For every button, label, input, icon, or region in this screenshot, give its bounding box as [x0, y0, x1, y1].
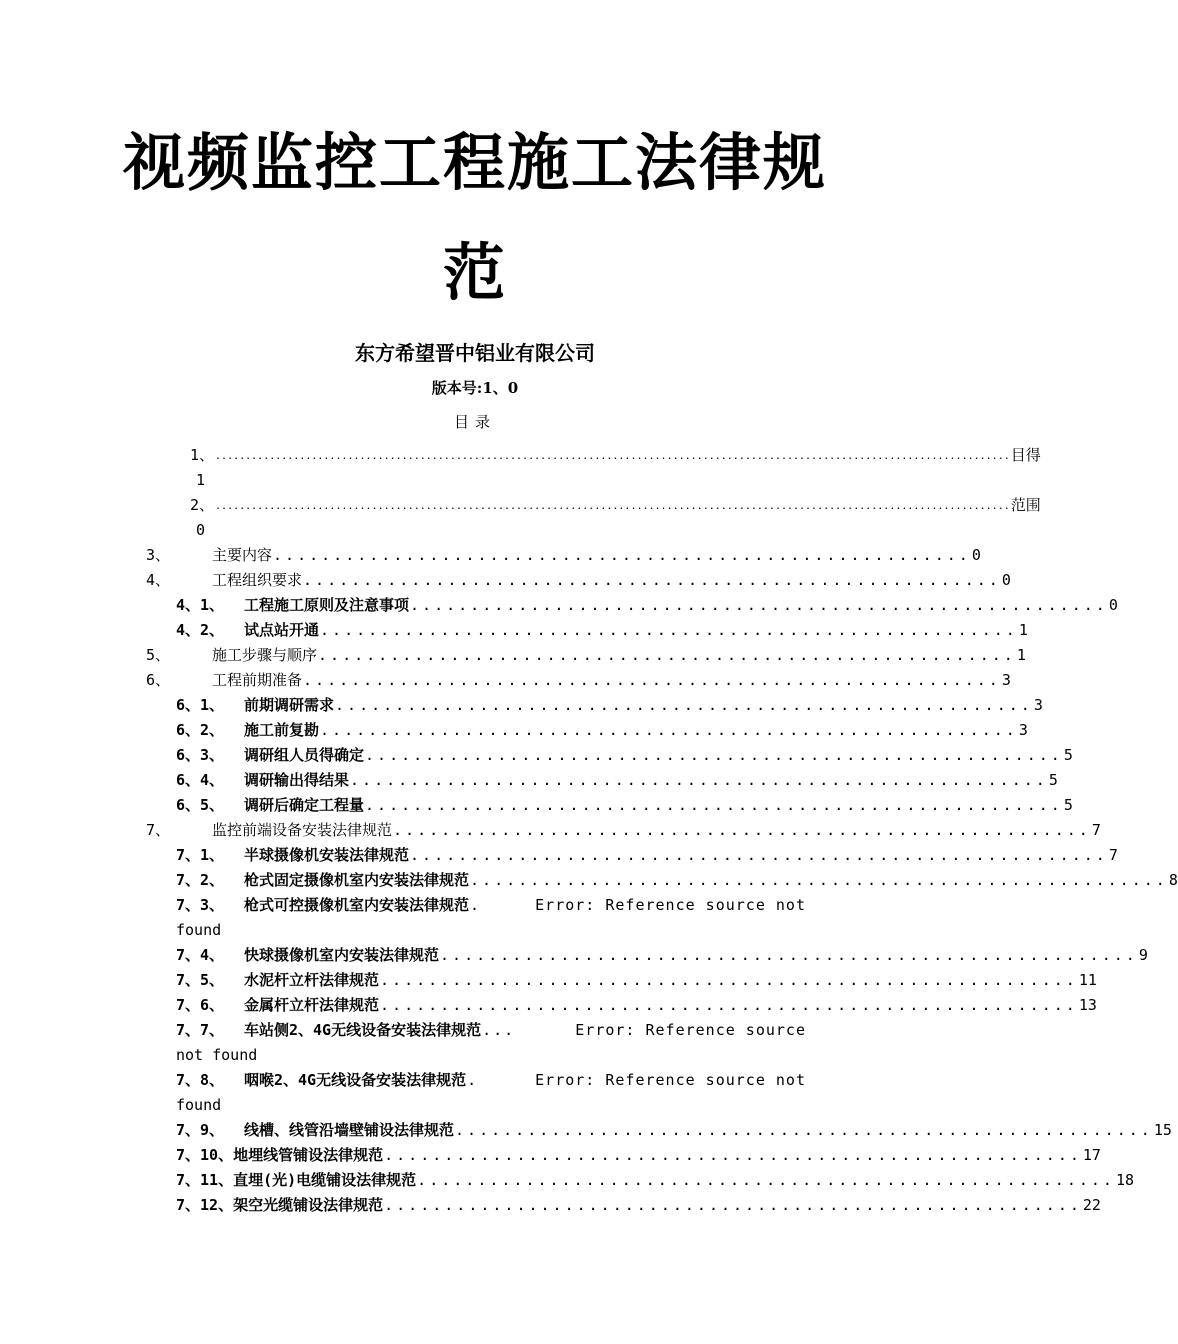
toc-entry-title: 地埋线管铺设法律规范	[233, 1146, 384, 1164]
toc-entry-error: Error: Reference source not	[535, 1071, 806, 1089]
toc-entry-number: 7、5、	[176, 971, 225, 989]
toc-entry-leader: ..........................................................	[303, 671, 1001, 689]
toc-entry-number: 6、2、	[176, 721, 225, 739]
toc-entry[interactable]	[176, 994, 1097, 1016]
toc-entry-page: 1	[1016, 646, 1026, 664]
toc-entry-leader: ..........................................................	[303, 571, 1001, 589]
toc-entry-title: 前期调研需求	[244, 696, 335, 714]
toc-entry-number: 2、	[190, 496, 215, 514]
toc-entry-page: 8	[1168, 871, 1178, 889]
toc-entry-page: 3	[1018, 721, 1028, 739]
toc-entry-title: 调研输出得结果	[244, 771, 350, 789]
toc-entry-title: 工程前期准备	[212, 671, 303, 689]
toc-entry[interactable]	[176, 1119, 1172, 1141]
toc-entry-page: 0	[1108, 596, 1118, 614]
toc-entry-error: Error: Reference source not	[535, 896, 806, 914]
toc-entry-number: 4、1、	[176, 596, 225, 614]
toc-entry-number: 6、1、	[176, 696, 225, 714]
toc-entry-page: 17	[1082, 1146, 1101, 1164]
toc-entry-page: 目得	[1010, 446, 1041, 464]
document-title-line2: 范	[442, 236, 507, 309]
toc-entry-leader: .	[467, 1071, 477, 1089]
toc-entry-number: 6、3、	[176, 746, 225, 764]
toc-entry-leader: ..........................................................	[318, 646, 1016, 664]
toc-entry[interactable]	[176, 744, 1073, 766]
toc-entry-number: 6、5、	[176, 796, 225, 814]
toc-entry[interactable]	[190, 494, 1041, 516]
toc-entry-number: 3、	[146, 546, 171, 564]
toc-entry[interactable]	[146, 569, 1011, 591]
toc-entry[interactable]	[176, 894, 806, 916]
toc-entry[interactable]	[176, 1069, 806, 1091]
toc-entry-leader: ..........................................................	[320, 721, 1018, 739]
toc-entry-leader: ..........................................................	[320, 621, 1018, 639]
toc-entry[interactable]	[176, 869, 1178, 891]
toc-entry-number: 7、9、	[176, 1121, 225, 1139]
toc-entry-leader: ..........................................................	[417, 1171, 1115, 1189]
toc-entry[interactable]	[176, 1169, 1135, 1191]
toc-entry-title: 快球摄像机室内安装法律规范	[244, 946, 440, 964]
toc-entry-title: 架空光缆铺设法律规范	[233, 1196, 384, 1214]
toc-entry-page: 15	[1153, 1121, 1172, 1139]
toc-entry-title: 半球摄像机安装法律规范	[244, 846, 410, 864]
toc-entry-title: 车站侧2、4G无线设备安装法律规范	[244, 1021, 482, 1039]
toc-entry-continuation: 0	[196, 521, 206, 539]
toc-entry-title: 主要内容	[212, 546, 273, 564]
toc-entry[interactable]	[176, 769, 1058, 791]
toc-entry[interactable]	[176, 944, 1148, 966]
toc-entry[interactable]	[146, 669, 1011, 691]
toc-entry-page: 范围	[1010, 496, 1041, 514]
toc-entry-page: 9	[1138, 946, 1148, 964]
toc-entry-number: 7、1、	[176, 846, 225, 864]
toc-entry-number: 7、6、	[176, 996, 225, 1014]
toc-entry-leader: ..........................................................	[273, 546, 971, 564]
toc-entry[interactable]	[176, 1194, 1101, 1216]
toc-entry[interactable]	[176, 1144, 1101, 1166]
toc-entry[interactable]	[176, 969, 1097, 991]
toc-entry-leader: ....................................................................................................................................	[215, 501, 1010, 512]
toc-entry-title: 直埋(光)电缆铺设法律规范	[233, 1171, 417, 1189]
toc-entry[interactable]	[176, 694, 1043, 716]
toc-entry-number: 7、4、	[176, 946, 225, 964]
toc-entry-page: 1	[1018, 621, 1028, 639]
toc-entry-number: 7、	[146, 821, 171, 839]
toc-entry-number: 7、11、	[176, 1171, 234, 1189]
toc-entry-leader: ..........................................................	[380, 996, 1078, 1014]
toc-entry-number: 1、	[190, 446, 215, 464]
toc-entry[interactable]	[146, 544, 981, 566]
toc-entry-continuation: not found	[176, 1046, 258, 1064]
toc-entry-continuation: 1	[196, 471, 206, 489]
toc-entry-page: 13	[1078, 996, 1097, 1014]
toc-entry[interactable]	[190, 444, 1041, 466]
toc-entry-number: 7、8、	[176, 1071, 225, 1089]
toc-entry-title: 枪式可控摄像机室内安装法律规范	[244, 896, 470, 914]
toc-entry-title: 施工前复勘	[244, 721, 320, 739]
toc-entry-page: 11	[1078, 971, 1097, 989]
toc-entry-leader: .	[470, 896, 480, 914]
toc-entry-page: 3	[1001, 671, 1011, 689]
toc-entry-title: 咽喉2、4G无线设备安装法律规范	[244, 1071, 467, 1089]
toc-entry-title: 工程施工原则及注意事项	[244, 596, 410, 614]
toc-entry-leader: ..........................................................	[440, 946, 1138, 964]
toc-entry-number: 4、2、	[176, 621, 225, 639]
toc-entry-number: 6、4、	[176, 771, 225, 789]
toc-entry-title: 金属杆立杆法律规范	[244, 996, 380, 1014]
toc-entry-number: 7、7、	[176, 1021, 225, 1039]
toc-entry-page: 5	[1063, 746, 1073, 764]
toc-entry-page: 7	[1108, 846, 1118, 864]
toc-entry-page: 3	[1033, 696, 1043, 714]
toc-entry-page: 0	[1001, 571, 1011, 589]
toc-entry-title: 监控前端设备安装法律规范	[212, 821, 393, 839]
toc-entry-continuation: found	[176, 1096, 222, 1114]
toc-entry[interactable]	[176, 844, 1118, 866]
toc-entry-page: 5	[1048, 771, 1058, 789]
toc-entry-title: 工程组织要求	[212, 571, 303, 589]
toc-entry[interactable]	[176, 619, 1028, 641]
toc-entry-number: 5、	[146, 646, 171, 664]
toc-entry-leader: ..........................................................	[380, 971, 1078, 989]
toc-entry-number: 6、	[146, 671, 171, 689]
toc-entry-leader: ..........................................................	[384, 1196, 1082, 1214]
toc-entry-page: 22	[1082, 1196, 1101, 1214]
toc-entry-page: 18	[1115, 1171, 1135, 1189]
toc-entry[interactable]	[176, 1019, 806, 1041]
toc-entry-title: 水泥杆立杆法律规范	[244, 971, 380, 989]
toc-entry-leader: ..........................................................	[335, 696, 1033, 714]
toc-entry-title: 施工步骤与顺序	[212, 646, 318, 664]
toc-entry-title: 试点站开通	[244, 621, 320, 639]
toc-entry-title: 枪式固定摄像机室内安装法律规范	[244, 871, 470, 889]
toc-entry-leader: ..........................................................	[470, 871, 1168, 889]
toc-entry-leader: ..........................................................	[455, 1121, 1153, 1139]
toc-entry-leader: ....................................................................................................................................	[215, 451, 1010, 462]
toc-entry-leader: ..........................................................	[365, 796, 1063, 814]
toc-entry-page: 5	[1063, 796, 1073, 814]
toc-entry-leader: ...	[482, 1021, 516, 1039]
toc-entry-number: 4、	[146, 571, 171, 589]
toc-entry[interactable]	[176, 794, 1073, 816]
toc-entry-leader: ..........................................................	[365, 746, 1063, 764]
toc-entry[interactable]	[146, 644, 1026, 666]
toc-entry-number: 7、2、	[176, 871, 225, 889]
version-number: 版本号:1、0	[431, 379, 519, 397]
document-title-line1: 视频监控工程施工法律规	[122, 126, 827, 199]
toc-entry-leader: ..........................................................	[410, 846, 1108, 864]
toc-entry-leader: ..........................................................	[350, 771, 1048, 789]
toc-entry-continuation: found	[176, 921, 222, 939]
toc-entry-error: Error: Reference source	[575, 1021, 806, 1039]
toc-entry-leader: ..........................................................	[410, 596, 1108, 614]
toc-entry-page: 7	[1091, 821, 1101, 839]
toc-entry-leader: ..........................................................	[393, 821, 1091, 839]
toc-heading: 目录	[453, 413, 496, 431]
toc-entry-title: 调研后确定工程量	[244, 796, 365, 814]
toc-entry[interactable]	[146, 819, 1101, 841]
toc-entry-page: 0	[971, 546, 981, 564]
toc-entry-leader: ..........................................................	[384, 1146, 1082, 1164]
toc-entry-title: 线槽、线管沿墙壁铺设法律规范	[244, 1121, 455, 1139]
toc-entry-number: 7、3、	[176, 896, 225, 914]
toc-entry-title: 调研组人员得确定	[244, 746, 365, 764]
toc-entry[interactable]	[176, 594, 1118, 616]
toc-entry-number: 7、12、	[176, 1196, 234, 1214]
toc-entry-number: 7、10、	[176, 1146, 234, 1164]
toc-entry[interactable]	[176, 719, 1028, 741]
company-name: 东方希望晋中铝业有限公司	[355, 341, 595, 365]
